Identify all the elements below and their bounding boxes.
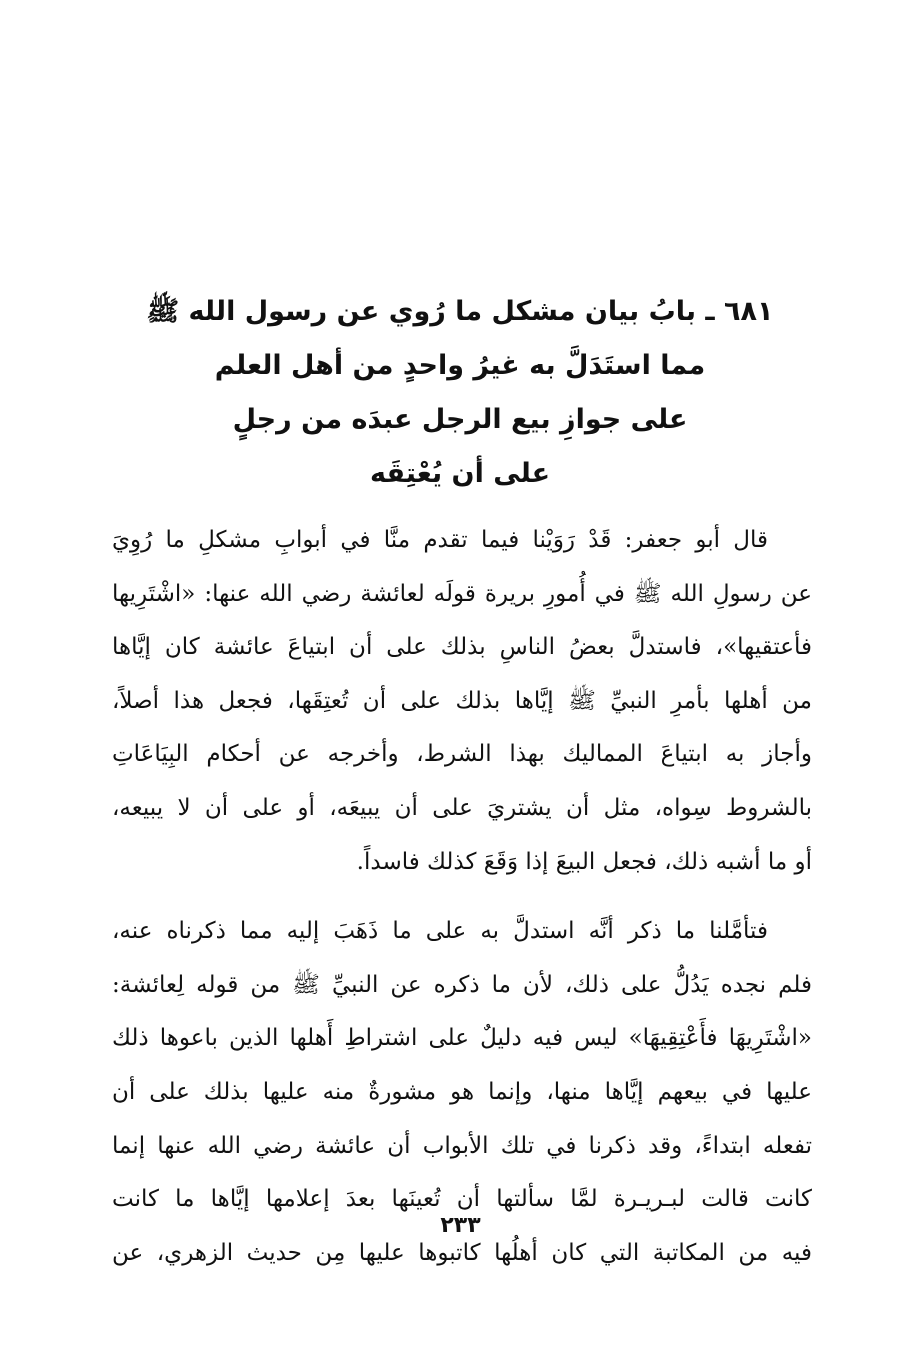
text-line: فلم نجده يَدُلُّ على ذلك، لأن ما ذكره عن النبيِّ ﷺ من قوله لِعائشة: [112, 971, 812, 998]
body-text [112, 514, 812, 1280]
text-line: فأعتقيها»، فاستدلَّ بعضُ الناسِ بذلك على أن ابتياعَ عائشة كان إيَّاها [112, 634, 812, 661]
text-line: تفعله ابتداءً، وقد ذكرنا في تلك الأبواب أن عائشة رضي الله عنها إنما [112, 1132, 812, 1159]
chapter-heading [100, 285, 820, 501]
paragraph-1 [112, 514, 812, 889]
heading-line: مما استَدَلَّ به غيرُ واحدٍ من أهل العلم [214, 350, 706, 381]
heading-line: ٦٨١ ـ بابُ بيان مشكل ما رُوي عن رسول الله ﷺ [146, 296, 774, 327]
heading-line: على أن يُعْتِقَه [369, 458, 551, 489]
text-line: قال أبو جعفر: قَدْ رَوَيْنا فيما تقدم منَّا في أبوابِ مشكلِ ما رُوِيَ [112, 527, 768, 553]
text-line: بالشروط سِواه، مثل أن يشتريَ على أن يبيعَه، أو على أن لا يبيعه، [112, 794, 812, 821]
page-number: ٢٣٣ [440, 1213, 481, 1238]
text-line: عن رسولِ الله ﷺ في أُمورِ بريرة قولَه لعائشة رضي الله عنها: «اشْتَرِيها [112, 580, 812, 607]
text-line: عليها في بيعهم إيَّاها منها، وإنما هو مشورةٌ منه عليها بذلك على أن [112, 1078, 812, 1105]
text-line: فتأمَّلنا ما ذكر أنَّه استدلَّ به على ما ذَهَبَ إليه مما ذكرناه عنه، [112, 918, 768, 945]
text-line: «اشْتَرِيهَا فأَعْتِقِيهَا» ليس فيه دليلٌ على اشتراطِ أَهلها الذين باعوها ذلك [112, 1025, 812, 1052]
text-line: وأجاز به ابتياعَ المماليك بهذا الشرط، وأخرجه عن أحكام البِيَاعَاتِ [112, 741, 812, 768]
text-line: من أهلها بأمرِ النبيِّ ﷺ إيَّاها بذلك على أن تُعتِقَها، فجعل هذا أصلاً، [112, 687, 812, 714]
text-line: فيه من المكاتبة التي كان أهلُها كاتبوها عليها مِن حديث الزهري، عن [112, 1239, 812, 1266]
heading-line: على جوازِ بيع الرجل عبدَه من رجلٍ [232, 404, 688, 435]
text-line: كانت قالت لبـريـرة لمَّا سألتها أن تُعينَها بعدَ إعلامها إيَّاها ما كانت [112, 1186, 812, 1213]
text-line: أو ما أشبه ذلك، فجعل البيعَ إذا وَقَعَ كذلك فاسداً. [356, 848, 812, 875]
paragraph-spacer [112, 889, 812, 905]
